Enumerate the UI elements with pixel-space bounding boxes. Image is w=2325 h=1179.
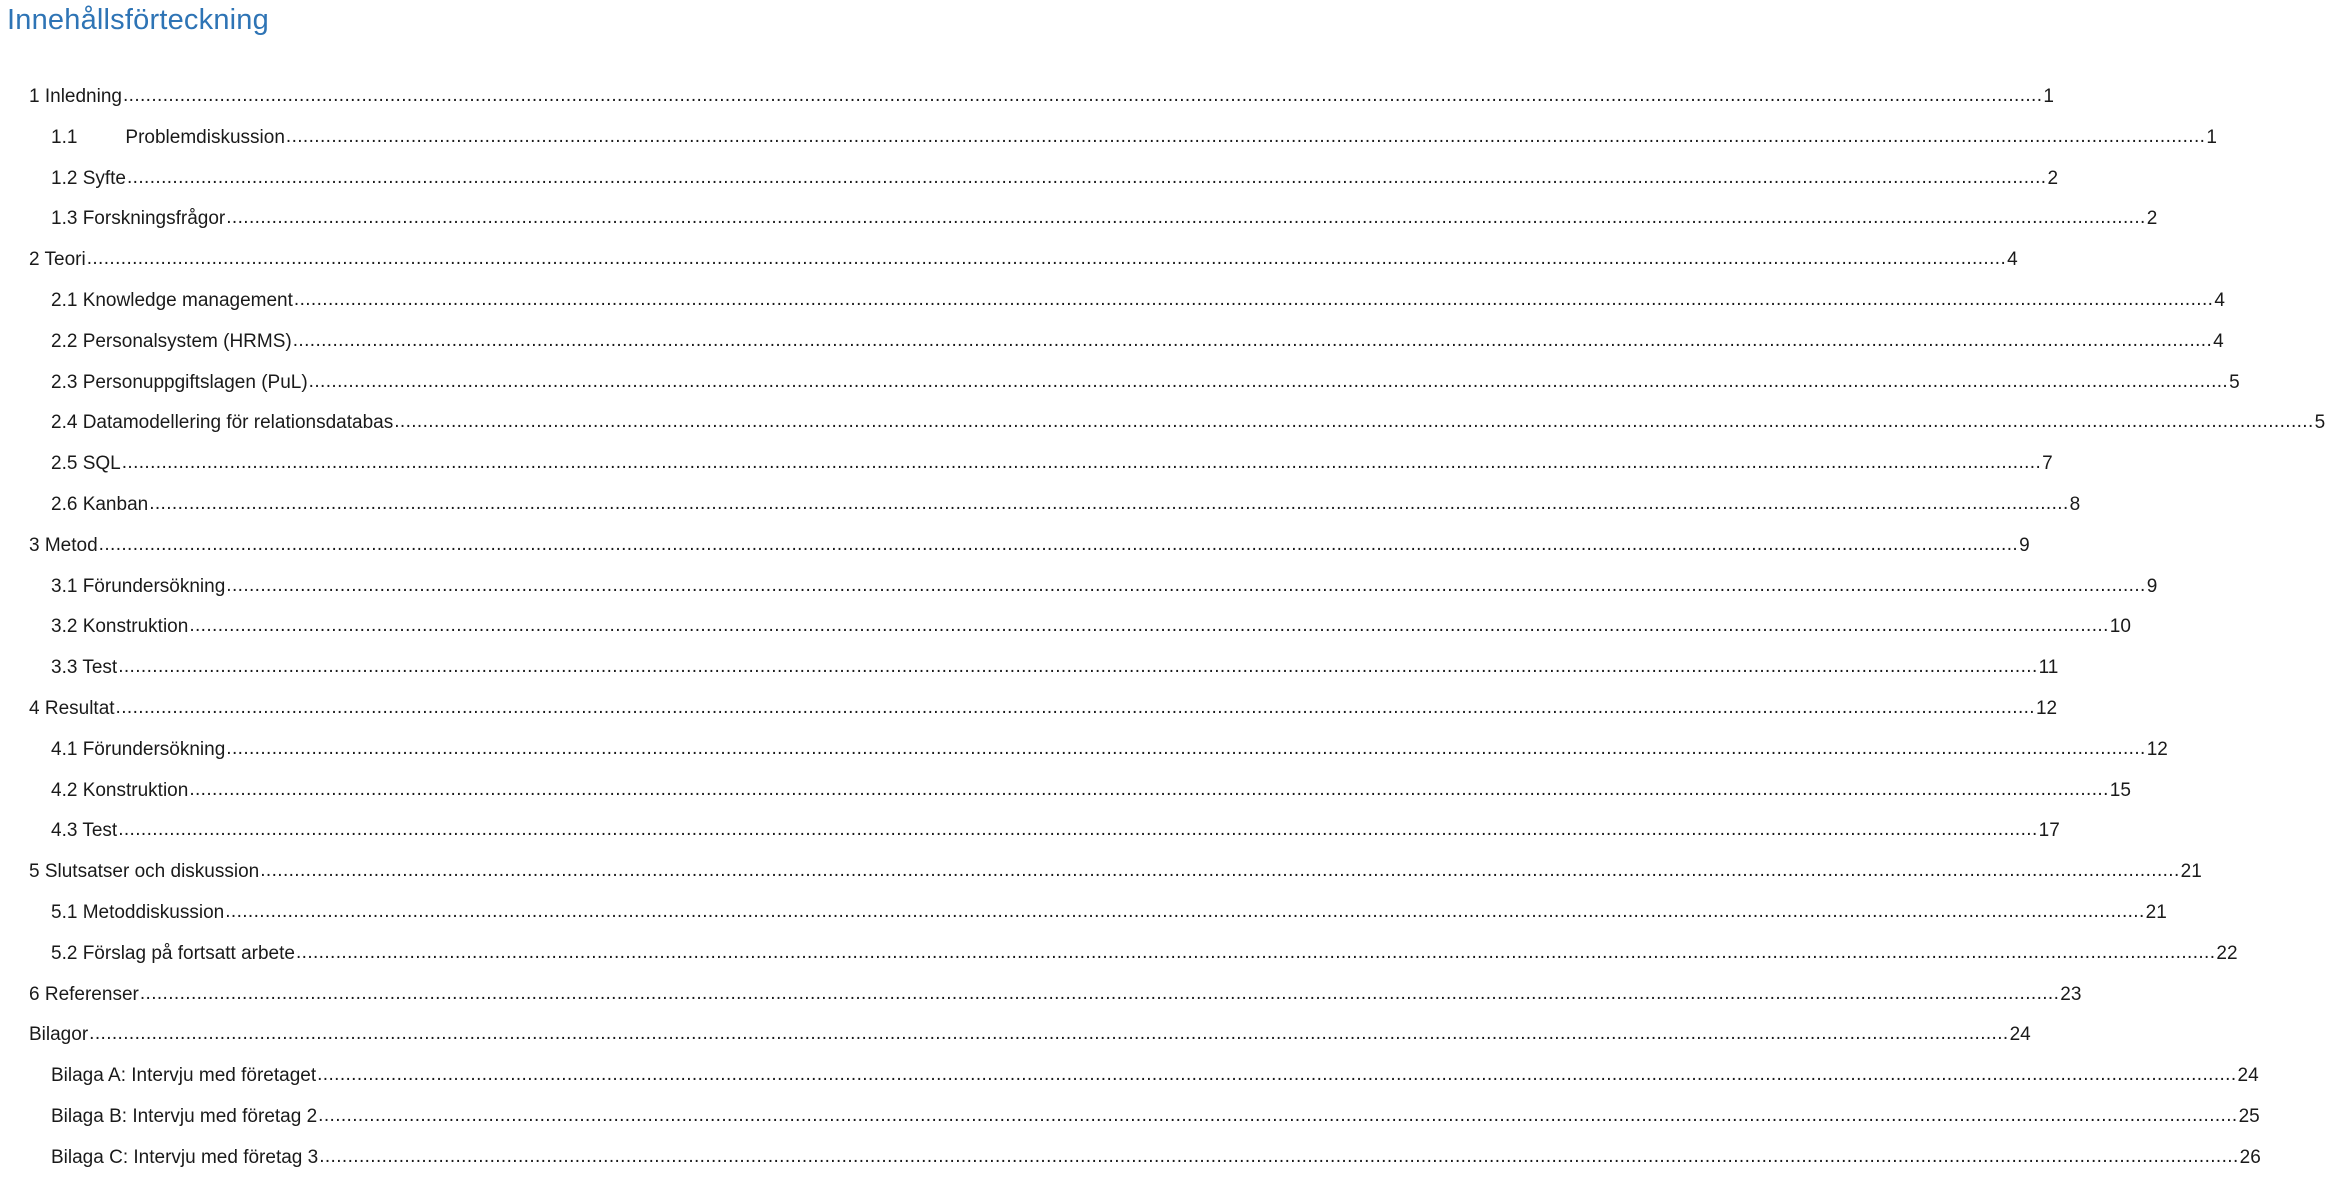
toc-entry-label: 4.3 Test bbox=[51, 820, 118, 842]
toc-entry-page-number: 2 bbox=[2047, 167, 2059, 189]
toc-entry-page-number: 9 bbox=[2019, 534, 2030, 556]
toc-entry[interactable] bbox=[29, 77, 2054, 118]
toc-dot-leader bbox=[293, 321, 2212, 362]
toc-entry-label: 2 Teori bbox=[29, 249, 86, 271]
toc-entry[interactable] bbox=[29, 811, 2060, 852]
toc-entry[interactable] bbox=[29, 240, 2018, 281]
toc-entry-page-number: 10 bbox=[2109, 616, 2131, 638]
toc-entry-label: 3.2 Konstruktion bbox=[51, 616, 189, 638]
toc-entry-label: 4.2 Konstruktion bbox=[51, 779, 189, 801]
toc-dot-leader bbox=[99, 525, 2018, 566]
toc-entry-page-number: 21 bbox=[2145, 901, 2167, 923]
toc-dot-leader bbox=[149, 484, 2068, 525]
toc-entry-page-number: 11 bbox=[2038, 657, 2059, 679]
toc-dot-leader bbox=[226, 198, 2145, 239]
toc-dot-leader bbox=[118, 810, 2037, 851]
toc-dot-leader bbox=[394, 402, 2313, 443]
toc-dot-leader bbox=[89, 1014, 2008, 1055]
toc-dot-leader bbox=[122, 443, 2041, 484]
toc-entry[interactable] bbox=[29, 1056, 2259, 1097]
toc-dot-leader bbox=[189, 770, 2108, 811]
toc-entry-page-number: 25 bbox=[2238, 1105, 2260, 1127]
toc-entry-page-number: 22 bbox=[2216, 942, 2238, 964]
toc-entry[interactable] bbox=[29, 403, 2325, 444]
toc-entry-label: 1 Inledning bbox=[29, 86, 122, 107]
toc-entry[interactable] bbox=[29, 485, 2081, 526]
table-of-contents bbox=[29, 77, 2325, 1179]
toc-entry-page-number: 8 bbox=[2069, 493, 2081, 515]
toc-entry-page-number: 1 bbox=[2206, 126, 2217, 148]
toc-entry-label: 2.2 Personalsystem (HRMS) bbox=[51, 330, 292, 352]
toc-entry-page-number: 24 bbox=[2009, 1024, 2031, 1046]
toc-entry-label: 5.1 Metoddiskussion bbox=[51, 901, 225, 923]
toc-entry-label: Bilaga C: Intervju med företag 3 bbox=[51, 1146, 319, 1168]
toc-dot-leader bbox=[118, 647, 2037, 688]
toc-dot-leader bbox=[116, 688, 2035, 729]
toc-dot-leader bbox=[140, 974, 2059, 1015]
toc-dot-leader bbox=[127, 158, 2046, 199]
toc-entry-page-number: 7 bbox=[2042, 453, 2053, 475]
toc-entry-page-number: 4 bbox=[2007, 249, 2018, 271]
toc-dot-leader bbox=[294, 280, 2213, 321]
toc-entry-page-number: 12 bbox=[2035, 697, 2058, 719]
toc-entry[interactable] bbox=[29, 281, 2225, 322]
toc-entry[interactable] bbox=[29, 322, 2224, 363]
toc-entry-label: 2.1 Knowledge management bbox=[51, 289, 293, 311]
toc-dot-leader bbox=[319, 1137, 2238, 1178]
toc-entry-label: 3.1 Förundersökning bbox=[51, 575, 226, 597]
toc-entry-label: 2.3 Personuppgiftslagen (PuL) bbox=[51, 371, 308, 393]
toc-entry-label: 6 Referenser bbox=[29, 983, 139, 1005]
toc-entry-page-number: 23 bbox=[2060, 983, 2082, 1005]
toc-entry[interactable] bbox=[29, 689, 2058, 730]
toc-entry-label: Bilaga B: Intervju med företag 2 bbox=[51, 1105, 318, 1127]
toc-entry[interactable] bbox=[29, 607, 2131, 648]
toc-dot-leader bbox=[286, 117, 2205, 158]
toc-entry[interactable] bbox=[29, 852, 2202, 893]
toc-dot-leader bbox=[317, 1055, 2236, 1096]
toc-dot-leader bbox=[309, 362, 2228, 403]
toc-entry[interactable] bbox=[29, 1015, 2031, 1056]
toc-dot-leader bbox=[226, 566, 2145, 607]
toc-entry[interactable] bbox=[29, 363, 2240, 404]
toc-entry[interactable] bbox=[29, 1097, 2260, 1138]
toc-entry[interactable] bbox=[29, 526, 2030, 567]
toc-entry-label: 1.1 Problemdiskussion bbox=[51, 126, 285, 148]
toc-dot-leader bbox=[87, 239, 2006, 280]
toc-entry-page-number: 4 bbox=[2213, 330, 2224, 352]
toc-entry-page-number: 24 bbox=[2237, 1065, 2259, 1087]
toc-entry-page-number: 21 bbox=[2180, 861, 2202, 883]
toc-entry-page-number: 26 bbox=[2239, 1146, 2261, 1168]
toc-entry-page-number: 17 bbox=[2038, 820, 2060, 842]
toc-entry-label: 2.4 Datamodellering för relationsdatabas bbox=[51, 412, 394, 434]
toc-entry-page-number: 2 bbox=[2146, 208, 2158, 230]
toc-entry-label: 2.6 Kanban bbox=[51, 493, 149, 515]
toc-entry[interactable] bbox=[29, 648, 2059, 689]
toc-entry[interactable] bbox=[29, 199, 2158, 240]
toc-dot-leader bbox=[189, 606, 2108, 647]
toc-entry[interactable] bbox=[29, 159, 2059, 200]
toc-entry-page-number: 12 bbox=[2146, 738, 2168, 760]
toc-entry-label: Bilaga A: Intervju med företaget bbox=[51, 1065, 317, 1087]
page-title: Innehållsförteckning bbox=[7, 4, 269, 36]
toc-dot-leader bbox=[123, 76, 2042, 117]
toc-dot-leader bbox=[318, 1096, 2237, 1137]
toc-entry-page-number: 1 bbox=[2043, 86, 2054, 107]
toc-entry-page-number: 5 bbox=[2314, 412, 2325, 434]
toc-entry-label: 2.5 SQL bbox=[51, 453, 121, 475]
toc-entry-label: 1.3 Forskningsfrågor bbox=[51, 208, 226, 230]
toc-entry[interactable] bbox=[29, 730, 2168, 771]
toc-dot-leader bbox=[226, 729, 2145, 770]
toc-entry[interactable] bbox=[29, 975, 2082, 1016]
toc-entry[interactable] bbox=[29, 771, 2131, 812]
toc-entry-label: 5 Slutsatser och diskussion bbox=[29, 861, 260, 883]
toc-entry-page-number: 9 bbox=[2146, 575, 2158, 597]
toc-entry-label: 5.2 Förslag på fortsatt arbete bbox=[51, 942, 295, 964]
toc-entry-label: 4.1 Förundersökning bbox=[51, 738, 226, 760]
toc-entry[interactable] bbox=[29, 118, 2217, 159]
toc-entry-label: 1.2 Syfte bbox=[51, 167, 126, 189]
toc-entry-label: 4 Resultat bbox=[29, 697, 115, 719]
toc-entry-page-number: 5 bbox=[2229, 371, 2240, 393]
toc-dot-leader bbox=[296, 933, 2215, 974]
toc-dot-leader bbox=[225, 892, 2144, 933]
toc-entry[interactable] bbox=[29, 893, 2167, 934]
toc-entry[interactable] bbox=[29, 567, 2158, 608]
toc-entry-label: 3 Metod bbox=[29, 534, 98, 556]
toc-entry-label: Bilagor bbox=[29, 1024, 89, 1046]
toc-entry-label: 3.3 Test bbox=[51, 657, 118, 679]
toc-entry[interactable] bbox=[29, 444, 2053, 485]
toc-entry-page-number: 15 bbox=[2109, 779, 2131, 801]
toc-entry-page-number: 4 bbox=[2214, 289, 2225, 311]
toc-dot-leader bbox=[260, 851, 2179, 892]
toc-entry[interactable] bbox=[29, 1138, 2261, 1179]
toc-entry[interactable] bbox=[29, 934, 2238, 975]
